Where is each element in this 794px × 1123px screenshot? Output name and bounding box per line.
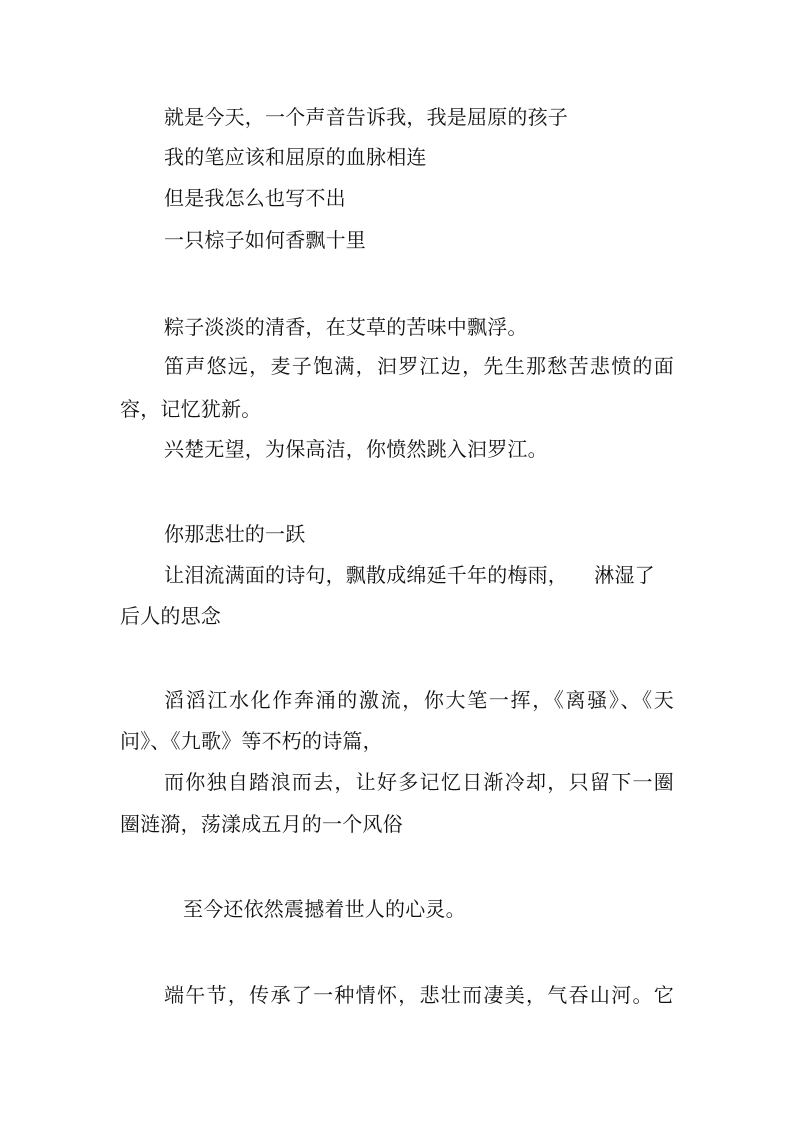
poem-line: 让泪流满面的诗句，飘散成绵延千年的梅雨， 淋湿了 bbox=[164, 563, 655, 587]
poem-line: 至今还依然震撼着世人的心灵。 bbox=[183, 897, 466, 921]
poem-line: 我的笔应该和屈原的血脉相连 bbox=[164, 145, 427, 169]
poem-line: 圈涟漪，荡漾成五月的一个风俗 bbox=[120, 812, 403, 836]
poem-line: 笛声悠远，麦子饱满，汩罗江边，先生那愁苦悲愤的面 bbox=[164, 354, 674, 378]
poem-line: 问》、《九歌》等不朽的诗篇， bbox=[120, 729, 383, 753]
poem-line: 容，记忆犹新。 bbox=[120, 397, 262, 421]
poem-line: 端午节，传承了一种情怀，悲壮而凄美，气吞山河。它 bbox=[164, 983, 674, 1007]
poem-line: 兴楚无望，为保高洁，你愤然跳入汩罗江。 bbox=[164, 437, 548, 461]
poem-line: 你那悲壮的一跃 bbox=[164, 522, 306, 546]
poem-line: 而你独自踏浪而去，让好多记忆日渐冷却，只留下一圈 bbox=[164, 770, 674, 794]
poem-line: 滔滔江水化作奔涌的激流，你大笔一挥，《离骚》、《天 bbox=[164, 688, 674, 712]
poem-line: 就是今天，一个声音告诉我，我是屈原的孩子 bbox=[164, 105, 568, 129]
poem-line: 一只棕子如何香飘十里 bbox=[164, 228, 366, 252]
poem-line: 但是我怎么也写不出 bbox=[164, 186, 346, 210]
poem-line: 后人的思念 bbox=[120, 604, 221, 628]
poem-line: 粽子淡淡的清香，在艾草的苦味中飘浮。 bbox=[164, 315, 528, 339]
